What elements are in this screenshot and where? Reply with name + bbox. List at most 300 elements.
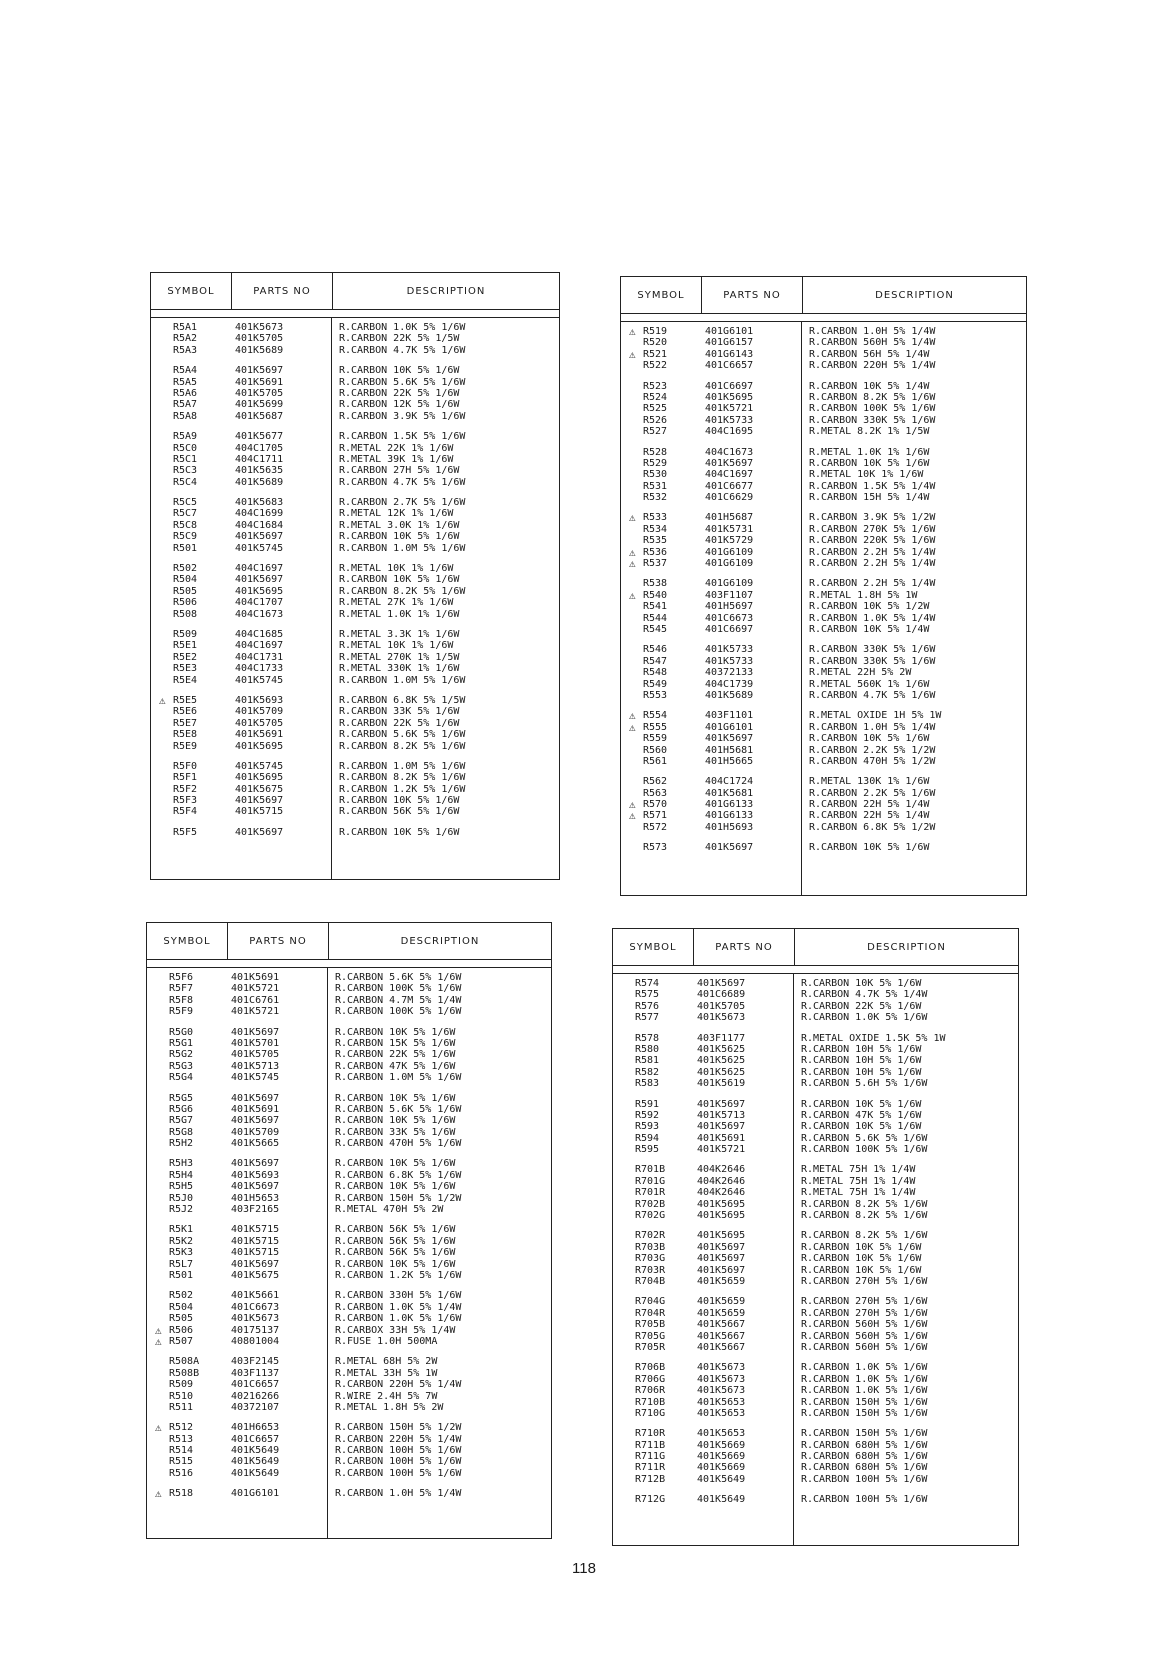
table-row bbox=[151, 520, 559, 531]
parts-no-cell: 401C6629 bbox=[705, 492, 754, 504]
parts-table-bottom-left bbox=[146, 922, 552, 1539]
symbol-cell bbox=[151, 795, 213, 806]
parts-no-cell: 401K5697 bbox=[705, 842, 754, 854]
description-cell: R.METAL 330K 1% 1/6W bbox=[339, 663, 460, 675]
safety-warning-icon: ⚠ bbox=[629, 511, 636, 525]
description-cell: R.CARBON 3.9K 5% 1/2W bbox=[809, 512, 936, 524]
table-row bbox=[147, 1313, 551, 1324]
symbol-text: R545 bbox=[643, 623, 668, 635]
symbol-text: R5C9 bbox=[173, 531, 198, 543]
table-row bbox=[613, 1012, 1018, 1023]
symbol-cell bbox=[621, 679, 683, 690]
parts-no-cell: 401K5745 bbox=[235, 542, 284, 554]
symbol-text: R5J0 bbox=[169, 1192, 194, 1204]
description-cell: R.CARBON 8.2K 5% 1/6W bbox=[801, 1210, 928, 1222]
symbol-text: R548 bbox=[643, 667, 668, 679]
description-cell: R.CARBON 2.2H 5% 1/4W bbox=[809, 558, 936, 570]
parts-no-cell: 401K5667 bbox=[697, 1330, 746, 1342]
parts-no-cell: 401K5697 bbox=[705, 733, 754, 745]
description-cell: R.CARBON 100H 5% 1/6W bbox=[801, 1494, 928, 1506]
symbol-cell bbox=[613, 1265, 675, 1276]
symbol-text: R511 bbox=[169, 1401, 194, 1413]
description-cell: R.CARBON 10K 5% 1/6W bbox=[809, 457, 930, 469]
description-cell: R.CARBON 560H 5% 1/4W bbox=[809, 337, 936, 349]
description-cell: R.METAL 10K 1% 1/6W bbox=[339, 563, 454, 575]
safety-warning-icon: ⚠ bbox=[629, 325, 636, 338]
parts-no-header: PARTS NO bbox=[228, 923, 329, 959]
symbol-text: R5C8 bbox=[173, 519, 198, 531]
parts-no-cell: 404C1673 bbox=[705, 446, 754, 458]
description-cell: R.CARBON 33K 5% 1/6W bbox=[339, 706, 460, 718]
symbol-text: R701G bbox=[635, 1175, 666, 1187]
table-header bbox=[147, 923, 551, 960]
symbol-cell bbox=[151, 365, 213, 376]
table-row bbox=[613, 1133, 1018, 1144]
symbol-cell bbox=[147, 1445, 209, 1456]
symbol-cell bbox=[621, 492, 683, 503]
row-group bbox=[613, 1099, 1018, 1156]
description-cell: R.CARBON 47K 5% 1/6W bbox=[335, 1060, 456, 1072]
symbol-text: R5H3 bbox=[169, 1158, 194, 1170]
symbol-cell bbox=[151, 675, 213, 686]
description-cell: R.CARBON 1.0K 5% 1/6W bbox=[801, 1385, 928, 1397]
symbol-text: R536 bbox=[643, 546, 668, 558]
symbol-text: R576 bbox=[635, 1000, 660, 1012]
table-row bbox=[613, 1199, 1018, 1210]
symbol-text: R703R bbox=[635, 1264, 666, 1276]
table-row bbox=[613, 1362, 1018, 1373]
row-group bbox=[147, 972, 551, 1018]
symbol-text: R5E8 bbox=[173, 729, 198, 741]
symbol-text: R526 bbox=[643, 414, 668, 426]
symbol-text: R706B bbox=[635, 1362, 666, 1374]
symbol-cell bbox=[621, 710, 683, 721]
parts-no-cell: 401G6109 bbox=[705, 558, 754, 570]
parts-no-cell: 401K5661 bbox=[231, 1290, 280, 1302]
symbol-text: R577 bbox=[635, 1012, 660, 1024]
symbol-text: R5J2 bbox=[169, 1204, 194, 1216]
parts-no-cell: 401K5697 bbox=[231, 1181, 280, 1193]
row-group bbox=[151, 365, 559, 422]
table-row bbox=[151, 365, 559, 376]
table-row bbox=[147, 1170, 551, 1181]
symbol-cell bbox=[151, 377, 213, 388]
parts-no-cell: 401G6143 bbox=[705, 348, 754, 360]
symbol-text: R527 bbox=[643, 426, 668, 438]
symbol-text: R705R bbox=[635, 1341, 666, 1353]
symbol-cell bbox=[147, 1236, 209, 1247]
symbol-text: R520 bbox=[643, 337, 668, 349]
table-row bbox=[613, 1121, 1018, 1132]
row-group bbox=[613, 1230, 1018, 1287]
table-row bbox=[621, 842, 1026, 853]
row-group bbox=[151, 431, 559, 488]
table-row bbox=[151, 827, 559, 838]
safety-warning-icon: ⚠ bbox=[155, 1334, 162, 1348]
symbol-text: R5F5 bbox=[173, 826, 198, 838]
description-cell: R.CARBON 10K 5% 1/6W bbox=[809, 842, 930, 854]
symbol-cell bbox=[613, 1462, 675, 1473]
symbol-cell bbox=[621, 722, 683, 733]
symbol-text: R549 bbox=[643, 678, 668, 690]
description-cell: R.METAL 270K 1% 1/5W bbox=[339, 651, 460, 663]
symbol-text: R547 bbox=[643, 655, 668, 667]
parts-no-cell: 401K5721 bbox=[231, 1006, 280, 1018]
table-row bbox=[147, 1236, 551, 1247]
symbol-text: R541 bbox=[643, 601, 668, 613]
symbol-cell bbox=[621, 842, 683, 853]
symbol-text: R712B bbox=[635, 1473, 666, 1485]
description-cell: R.CARBON 10K 5% 1/6W bbox=[801, 1253, 922, 1265]
symbol-text: R580 bbox=[635, 1043, 660, 1055]
parts-no-cell: 401K5619 bbox=[697, 1078, 746, 1090]
symbol-cell bbox=[621, 733, 683, 744]
symbol-text: R5F2 bbox=[173, 783, 198, 795]
table-row bbox=[147, 1072, 551, 1083]
symbol-text: R591 bbox=[635, 1098, 660, 1110]
parts-no-cell: 401K5691 bbox=[235, 376, 284, 388]
table-row bbox=[621, 535, 1026, 546]
symbol-text: R5G0 bbox=[169, 1026, 194, 1038]
table-row bbox=[151, 609, 559, 620]
symbol-cell bbox=[147, 1204, 209, 1215]
parts-no-cell: 401K5649 bbox=[697, 1494, 746, 1506]
symbol-text: R575 bbox=[635, 989, 660, 1001]
symbol-cell bbox=[147, 1468, 209, 1479]
symbol-text: R522 bbox=[643, 360, 668, 372]
symbol-text: R5E6 bbox=[173, 706, 198, 718]
description-cell: R.CARBON 270H 5% 1/6W bbox=[801, 1275, 928, 1287]
parts-no-cell: 401K5673 bbox=[231, 1313, 280, 1325]
symbol-text: R509 bbox=[173, 628, 198, 640]
table-row bbox=[613, 1055, 1018, 1066]
safety-warning-icon: ⚠ bbox=[629, 557, 636, 571]
symbol-text: R531 bbox=[643, 480, 668, 492]
table-body bbox=[621, 321, 1026, 895]
description-cell: R.METAL 33H 5% 1W bbox=[335, 1367, 438, 1379]
table-row bbox=[613, 1044, 1018, 1055]
symbol-cell bbox=[151, 741, 213, 752]
parts-no-cell: 404C1697 bbox=[705, 469, 754, 481]
table-row bbox=[613, 1296, 1018, 1307]
table-row bbox=[621, 492, 1026, 503]
parts-no-cell: 401K5715 bbox=[235, 806, 284, 818]
table-row bbox=[151, 477, 559, 488]
table-row bbox=[151, 663, 559, 674]
description-cell: R.METAL 3.0K 1% 1/6W bbox=[339, 519, 460, 531]
symbol-text: R555 bbox=[643, 721, 668, 733]
description-cell: R.CARBON 15K 5% 1/6W bbox=[335, 1037, 456, 1049]
description-cell: R.CARBON 330H 5% 1/6W bbox=[335, 1290, 462, 1302]
table-row bbox=[147, 1127, 551, 1138]
parts-no-cell: 401G6101 bbox=[705, 721, 754, 733]
symbol-cell bbox=[147, 1104, 209, 1115]
table-row bbox=[621, 458, 1026, 469]
table-row bbox=[147, 1104, 551, 1115]
symbol-cell bbox=[147, 1259, 209, 1270]
parts-no-cell: 401K5695 bbox=[705, 391, 754, 403]
parts-no-cell: 401K5733 bbox=[705, 414, 754, 426]
parts-no-cell: 401K5675 bbox=[231, 1269, 280, 1281]
parts-no-cell: 404C1695 bbox=[705, 426, 754, 438]
description-cell: R.CARBON 100K 5% 1/6W bbox=[801, 1144, 928, 1156]
table-row bbox=[621, 810, 1026, 821]
parts-no-cell: 401K5713 bbox=[697, 1109, 746, 1121]
parts-no-cell: 401K5691 bbox=[231, 972, 280, 983]
symbol-text: R578 bbox=[635, 1032, 660, 1044]
table-row bbox=[613, 1265, 1018, 1276]
description-cell: R.CARBOX 33H 5% 1/4W bbox=[335, 1324, 456, 1336]
table-row bbox=[613, 1067, 1018, 1078]
description-cell: R.CARBON 2.2H 5% 1/4W bbox=[809, 546, 936, 558]
description-cell: R.CARBON 10K 5% 1/6W bbox=[801, 1121, 922, 1133]
symbol-cell bbox=[613, 1451, 675, 1462]
description-cell: R.CARBON 6.8K 5% 1/6W bbox=[335, 1169, 462, 1181]
parts-no-cell: 401G6133 bbox=[705, 799, 754, 811]
symbol-text: R508B bbox=[169, 1367, 200, 1379]
symbol-text: R5E5 bbox=[173, 694, 198, 706]
symbol-text: R711R bbox=[635, 1462, 666, 1474]
table-row bbox=[147, 1115, 551, 1126]
row-group bbox=[621, 644, 1026, 701]
parts-no-cell: 401K5713 bbox=[231, 1060, 280, 1072]
table-row bbox=[613, 1494, 1018, 1505]
symbol-text: R5A6 bbox=[173, 387, 198, 399]
symbol-text: R5K3 bbox=[169, 1247, 194, 1259]
symbol-text: R554 bbox=[643, 710, 668, 722]
table-row bbox=[147, 1270, 551, 1281]
symbol-cell bbox=[151, 345, 213, 356]
parts-no-cell: 401K5695 bbox=[697, 1210, 746, 1222]
symbol-cell bbox=[613, 1276, 675, 1287]
description-cell: R.WIRE 2.4H 5% 7W bbox=[335, 1390, 438, 1402]
symbol-text: R528 bbox=[643, 446, 668, 458]
table-row bbox=[147, 1049, 551, 1060]
symbol-cell bbox=[151, 597, 213, 608]
row-group bbox=[613, 1494, 1018, 1505]
table-body bbox=[151, 317, 559, 879]
parts-no-cell: 401K5649 bbox=[231, 1456, 280, 1468]
parts-no-cell: 401K5689 bbox=[235, 344, 284, 356]
description-cell: R.CARBON 5.6K 5% 1/6W bbox=[335, 1103, 462, 1115]
table-row bbox=[151, 411, 559, 422]
parts-no-cell: 401K5691 bbox=[231, 1103, 280, 1115]
symbol-cell bbox=[147, 1049, 209, 1060]
symbol-text: R563 bbox=[643, 787, 668, 799]
parts-no-cell: 401K5697 bbox=[235, 531, 284, 543]
parts-no-cell: 401C6657 bbox=[231, 1433, 280, 1445]
symbol-text: R530 bbox=[643, 469, 668, 481]
description-cell: R.CARBON 1.2K 5% 1/6W bbox=[335, 1269, 462, 1281]
symbol-text: R532 bbox=[643, 492, 668, 504]
description-cell: R.METAL 1.8H 5% 2W bbox=[335, 1401, 444, 1413]
symbol-cell bbox=[621, 624, 683, 635]
symbol-text: R5H2 bbox=[169, 1138, 194, 1150]
parts-no-cell: 401K5699 bbox=[235, 399, 284, 411]
table-row bbox=[147, 1422, 551, 1433]
parts-no-cell: 401K5673 bbox=[697, 1362, 746, 1374]
description-cell: R.METAL 75H 1% 1/4W bbox=[801, 1164, 916, 1176]
parts-no-cell: 404C1711 bbox=[235, 453, 284, 465]
parts-no-cell: 401K5669 bbox=[697, 1451, 746, 1463]
symbol-text: R703G bbox=[635, 1253, 666, 1265]
table-row bbox=[621, 392, 1026, 403]
description-cell: R.CARBON 10K 5% 1/2W bbox=[809, 601, 930, 613]
page-number: 118 bbox=[572, 1560, 596, 1577]
parts-no-cell: 401C6689 bbox=[697, 989, 746, 1001]
row-group bbox=[613, 1362, 1018, 1419]
description-cell: R.METAL 130K 1% 1/6W bbox=[809, 776, 930, 788]
symbol-text: R5H5 bbox=[169, 1181, 194, 1193]
table-row bbox=[147, 1434, 551, 1445]
description-cell: R.CARBON 10K 5% 1/6W bbox=[335, 1258, 456, 1270]
symbol-text: R559 bbox=[643, 733, 668, 745]
symbol-cell bbox=[147, 1224, 209, 1235]
description-cell: R.CARBON 1.0H 5% 1/4W bbox=[809, 326, 936, 337]
parts-no-cell: 401K5705 bbox=[235, 387, 284, 399]
symbol-cell bbox=[621, 326, 683, 337]
parts-no-cell: 401K5715 bbox=[231, 1224, 280, 1236]
table-row bbox=[613, 1331, 1018, 1342]
table-row bbox=[621, 644, 1026, 655]
table-row bbox=[151, 399, 559, 410]
parts-no-cell: 401K5683 bbox=[235, 497, 284, 509]
table-row bbox=[151, 377, 559, 388]
parts-no-cell: 401K5697 bbox=[697, 1241, 746, 1253]
table-row bbox=[621, 469, 1026, 480]
table-row bbox=[613, 1342, 1018, 1353]
symbol-cell bbox=[147, 1422, 209, 1433]
parts-no-cell: 403F1137 bbox=[231, 1367, 280, 1379]
table-row bbox=[151, 629, 559, 640]
symbol-header: SYMBOL bbox=[621, 277, 702, 313]
symbol-text: R523 bbox=[643, 380, 668, 392]
symbol-text: R516 bbox=[169, 1467, 194, 1479]
safety-warning-icon: ⚠ bbox=[629, 798, 636, 812]
symbol-cell bbox=[621, 601, 683, 612]
symbol-text: R506 bbox=[169, 1324, 194, 1336]
description-cell: R.CARBON 4.7M 5% 1/4W bbox=[335, 994, 462, 1006]
symbol-cell bbox=[621, 822, 683, 833]
description-cell: R.METAL 10K 1% 1/6W bbox=[339, 640, 454, 652]
description-cell: R.CARBON 8.2K 5% 1/6W bbox=[809, 391, 936, 403]
description-cell: R.CARBON 56K 5% 1/6W bbox=[335, 1224, 456, 1236]
parts-no-cell: 401C6657 bbox=[705, 360, 754, 372]
table-row bbox=[613, 1397, 1018, 1408]
parts-no-cell: 401K5697 bbox=[231, 1158, 280, 1170]
symbol-cell bbox=[621, 690, 683, 701]
description-cell: R.CARBON 1.0K 5% 1/6W bbox=[801, 1012, 928, 1024]
symbol-cell bbox=[147, 1006, 209, 1017]
symbol-cell bbox=[151, 772, 213, 783]
table-row bbox=[613, 1440, 1018, 1451]
table-row bbox=[613, 1144, 1018, 1155]
table-row bbox=[613, 1033, 1018, 1044]
symbol-cell bbox=[621, 656, 683, 667]
parts-no-cell: 401G6133 bbox=[705, 810, 754, 822]
description-cell: R.METAL OXIDE 1H 5% 1W bbox=[809, 710, 942, 722]
symbol-header: SYMBOL bbox=[147, 923, 228, 959]
table-row bbox=[151, 454, 559, 465]
parts-no-cell: 404K2646 bbox=[697, 1164, 746, 1176]
table-row bbox=[621, 722, 1026, 733]
description-cell: R.CARBON 1.0K 5% 1/4W bbox=[809, 612, 936, 624]
table-header bbox=[151, 273, 559, 310]
symbol-cell bbox=[151, 652, 213, 663]
symbol-text: R5G2 bbox=[169, 1049, 194, 1061]
parts-no-cell: 401C6673 bbox=[231, 1301, 280, 1313]
description-cell: R.CARBON 33K 5% 1/6W bbox=[335, 1126, 456, 1138]
symbol-text: R5C7 bbox=[173, 508, 198, 520]
table-row bbox=[147, 1468, 551, 1479]
description-cell: R.CARBON 2.2H 5% 1/4W bbox=[809, 578, 936, 590]
symbol-cell bbox=[147, 1247, 209, 1258]
symbol-text: R510 bbox=[169, 1390, 194, 1402]
description-cell: R.CARBON 8.2K 5% 1/6W bbox=[801, 1230, 928, 1242]
table-row bbox=[151, 497, 559, 508]
table-row bbox=[151, 465, 559, 476]
parts-no-cell: 401K5659 bbox=[697, 1275, 746, 1287]
parts-no-cell: 401K5649 bbox=[231, 1467, 280, 1479]
table-row bbox=[147, 1204, 551, 1215]
symbol-text: R706G bbox=[635, 1373, 666, 1385]
symbol-text: R560 bbox=[643, 744, 668, 756]
row-group bbox=[621, 326, 1026, 372]
description-cell: R.METAL 10K 1% 1/6W bbox=[809, 469, 924, 481]
table-row bbox=[621, 403, 1026, 414]
symbol-text: R595 bbox=[635, 1144, 660, 1156]
description-cell: R.CARBON 22K 5% 1/6W bbox=[339, 717, 460, 729]
table-row bbox=[151, 322, 559, 333]
description-cell: R.CARBON 100H 5% 1/6W bbox=[335, 1456, 462, 1468]
table-row bbox=[147, 1336, 551, 1347]
symbol-text: R535 bbox=[643, 535, 668, 547]
symbol-text: R5G7 bbox=[169, 1115, 194, 1127]
description-cell: R.CARBON 1.0M 5% 1/6W bbox=[335, 1072, 462, 1084]
description-cell: R.METAL 8.2K 1% 1/5W bbox=[809, 426, 930, 438]
row-group bbox=[621, 381, 1026, 438]
parts-no-cell: 401K5721 bbox=[697, 1144, 746, 1156]
table-row bbox=[621, 822, 1026, 833]
table-row bbox=[621, 745, 1026, 756]
symbol-text: R5A8 bbox=[173, 410, 198, 422]
symbol-text: R574 bbox=[635, 978, 660, 989]
table-row bbox=[613, 1210, 1018, 1221]
parts-no-cell: 404C1733 bbox=[235, 663, 284, 675]
table-row bbox=[613, 1474, 1018, 1485]
description-cell: R.CARBON 6.8K 5% 1/5W bbox=[339, 694, 466, 706]
symbol-cell bbox=[147, 1181, 209, 1192]
table-row bbox=[147, 1356, 551, 1367]
description-cell: R.CARBON 10K 5% 1/6W bbox=[801, 1264, 922, 1276]
symbol-cell bbox=[613, 1362, 675, 1373]
symbol-cell bbox=[621, 381, 683, 392]
symbol-text: R5G6 bbox=[169, 1103, 194, 1115]
table-row bbox=[147, 995, 551, 1006]
symbol-text: R5G8 bbox=[169, 1126, 194, 1138]
description-cell: R.CARBON 10K 5% 1/6W bbox=[339, 574, 460, 586]
symbol-cell bbox=[613, 1331, 675, 1342]
parts-no-cell: 40372107 bbox=[231, 1401, 280, 1413]
description-cell: R.CARBON 330K 5% 1/6W bbox=[809, 644, 936, 656]
table-row bbox=[621, 349, 1026, 360]
parts-no-cell: 401H5653 bbox=[231, 1192, 280, 1204]
symbol-cell bbox=[147, 1368, 209, 1379]
description-cell: R.CARBON 150H 5% 1/2W bbox=[335, 1422, 462, 1434]
symbol-cell bbox=[151, 477, 213, 488]
symbol-cell bbox=[151, 454, 213, 465]
symbol-cell bbox=[151, 333, 213, 344]
